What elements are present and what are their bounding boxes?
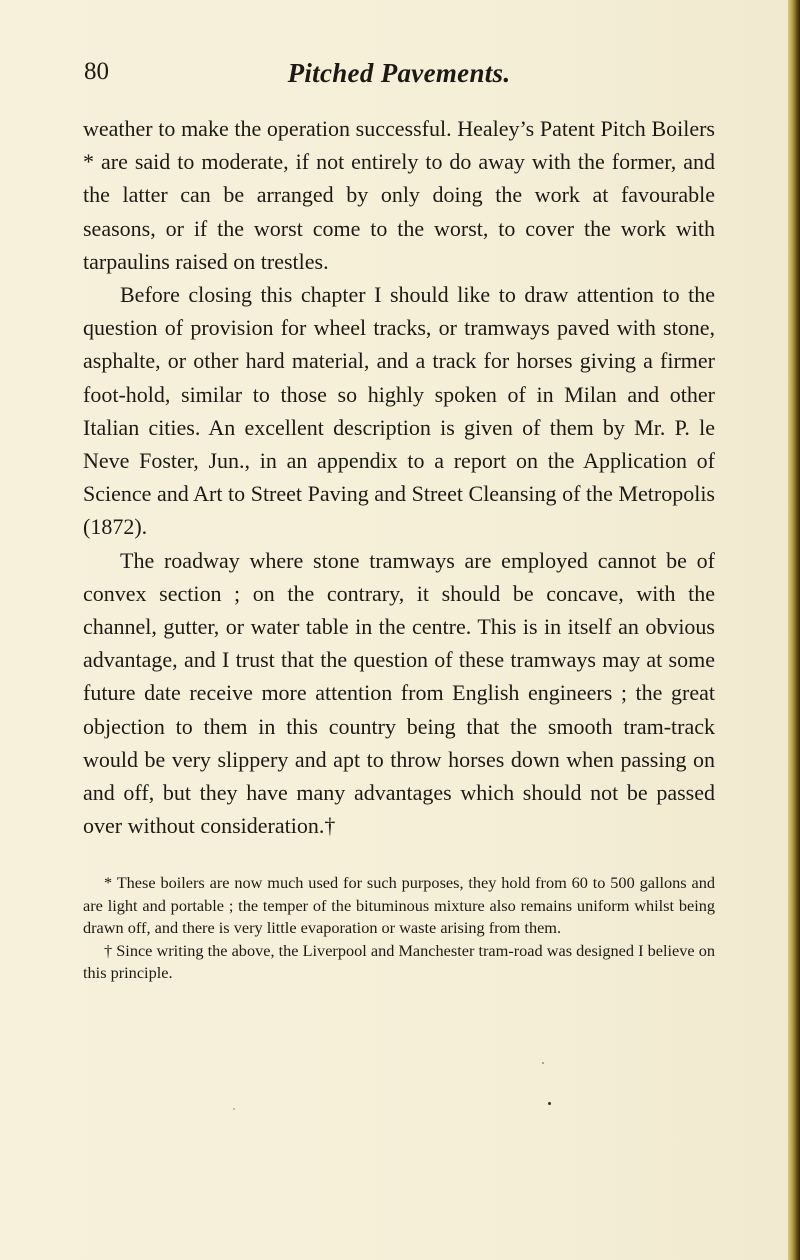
paper-speck	[542, 1062, 544, 1064]
page-number: 80	[84, 58, 109, 85]
running-title: Pitched Pavements.	[287, 58, 511, 88]
page-header	[84, 58, 714, 98]
paragraph-1: weather to make the operation successful. Healey’s Patent Pitch Boilers * are said to moderate, if not entirely to do away with the former, and the latter can be arranged by only doing the work at favourable seasons, or if the worst come to the worst, to cover the work with tarpaulins raised on trestles.	[83, 116, 715, 274]
footnote-1: * These boilers are now much used for such purposes, they hold from 60 to 500 gallons and are light and portable ; the temper of the bituminous mixture also remains uniform whilst being drawn off, and there is very little evaporation or waste arising from them.	[83, 873, 715, 938]
footnotes	[83, 872, 715, 985]
paper-speck	[233, 1108, 235, 1110]
page-edge-shadow	[788, 0, 800, 1260]
footnote-2: † Since writing the above, the Liverpool and Manchester tram-road was designed I believe on this principle.	[83, 940, 715, 983]
paragraph-3: The roadway where stone tramways are employed cannot be of convex section ; on the contrary, it should be concave, with the channel, gutter, or water table in the centre. This is in itself an obvious advantage, and I trust that the question of these tramways may at some future date receive more attention from English engineers ; the great objection to them in this country being that the smooth tram-track would be very slippery and apt to throw horses down when passing on and off, but they have many advantages which should not be passed over without consideration.†	[83, 547, 715, 839]
body-text	[83, 112, 715, 842]
paper-speck	[548, 1102, 551, 1105]
paragraph-2: Before closing this chapter I should like to draw attention to the question of provision for wheel tracks, or tramways paved with stone, asphalte, or other hard material, and a track for horses giving a firmer foot-hold, similar to those so highly spoken of in Milan and other Italian cities. An excellent description is given of them by Mr. P. le Neve Foster, Jun., in an appendix to a report on the Application of Science and Art to Street Paving and Street Cleansing of the Metropolis (1872).	[83, 282, 715, 540]
